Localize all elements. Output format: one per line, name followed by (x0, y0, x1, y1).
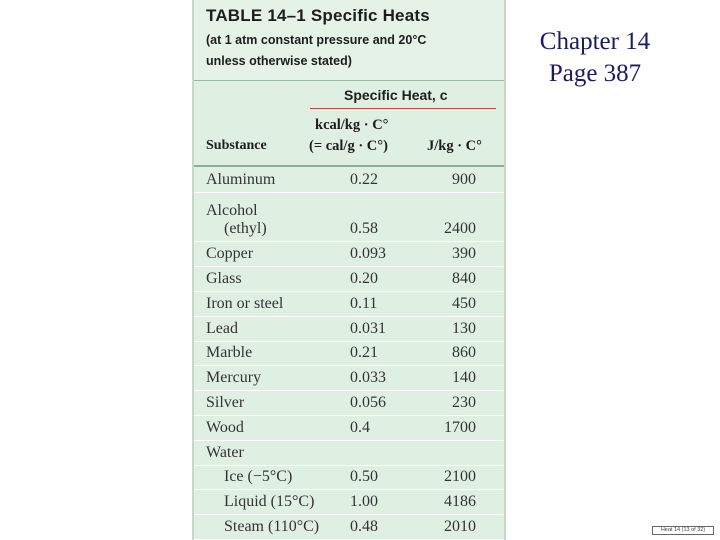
kcal-cell: 0.031 (350, 319, 386, 337)
substance-cell: Glass (206, 269, 242, 287)
table-subtitle-line2: unless otherwise stated) (206, 54, 352, 68)
joule-cell: 840 (452, 269, 476, 287)
substance-cell: Marble (206, 344, 253, 362)
kcal-cell: 0.033 (350, 369, 386, 387)
substance-cell: Water (206, 443, 244, 461)
substance-cell: Liquid (15°C) (224, 493, 315, 511)
kcal-cell: 0.58 (350, 220, 378, 238)
page-label: Page 387 (548, 60, 642, 87)
table-row (194, 342, 504, 367)
kcal-cell: 0.11 (350, 294, 378, 312)
substance-cell: Ice (−5°C) (224, 468, 293, 486)
substance-cell: Lead (206, 319, 238, 337)
table-row (194, 168, 504, 193)
substance-cell: Copper (206, 245, 254, 263)
table-row (194, 242, 504, 267)
column-headers (194, 81, 504, 165)
joule-cell: 130 (452, 319, 476, 337)
table-row (194, 490, 504, 515)
table-title: TABLE 14–1 Specific Heats (206, 6, 430, 25)
table-row (194, 416, 504, 441)
joule-cell: 900 (452, 170, 476, 188)
substance-line1: Alcohol (206, 202, 258, 220)
column-header-kcal-line1: kcal/kg · C° (315, 117, 389, 133)
substance-cell: Mercury (206, 369, 262, 387)
table-row (194, 267, 504, 292)
kcal-cell: 0.056 (350, 393, 386, 411)
joule-cell: 2400 (444, 220, 476, 238)
kcal-cell: 1.00 (350, 493, 378, 511)
table-row (194, 292, 504, 317)
joule-cell: 2010 (444, 517, 476, 535)
kcal-cell: 0.20 (350, 269, 378, 287)
substance-cell: Aluminum (206, 170, 276, 188)
specific-heat-group-header: Specific Heat, c (344, 87, 448, 103)
table-row (194, 366, 504, 391)
substance-cell: Wood (206, 418, 244, 436)
table-row (194, 317, 504, 342)
column-header-divider (194, 165, 504, 167)
kcal-cell: 0.50 (350, 468, 378, 486)
kcal-cell: 0.22 (350, 170, 378, 188)
table-row (194, 193, 504, 243)
joule-cell: 2100 (444, 468, 476, 486)
substance-cell: Silver (206, 393, 245, 411)
joule-cell: 230 (452, 393, 476, 411)
substance-cell (206, 202, 267, 238)
kcal-cell: 0.21 (350, 344, 378, 362)
joule-cell: 140 (452, 369, 476, 387)
table-row (194, 441, 504, 466)
joule-cell: 450 (452, 294, 476, 312)
table-subtitle-line1: (at 1 atm constant pressure and 20°C (206, 33, 427, 47)
chapter-heading (520, 26, 670, 90)
table-header (194, 0, 504, 80)
substance-line2: (ethyl) (224, 220, 267, 238)
joule-cell: 860 (452, 344, 476, 362)
joule-cell: 390 (452, 245, 476, 263)
table-row (194, 391, 504, 416)
joule-cell: 4186 (444, 493, 476, 511)
column-header-kcal-line2: (= cal/g · C°) (309, 138, 388, 154)
chapter-label: Chapter 14 (539, 28, 651, 55)
kcal-cell: 0.48 (350, 517, 378, 535)
kcal-cell: 0.093 (350, 245, 386, 263)
column-header-substance: Substance (206, 138, 267, 153)
joule-cell: 1700 (444, 418, 476, 436)
column-header-joules: J/kg · C° (427, 138, 482, 154)
table-row (194, 515, 504, 540)
kcal-cell: 0.4 (350, 418, 370, 436)
specific-heats-table (192, 0, 506, 540)
table-body (194, 168, 504, 540)
slide-footer: Heat 14 (13 of 32) (652, 526, 714, 535)
table-row (194, 466, 504, 491)
substance-cell: Steam (110°C) (224, 517, 320, 535)
substance-cell: Iron or steel (206, 294, 284, 312)
group-header-rule (310, 108, 496, 109)
